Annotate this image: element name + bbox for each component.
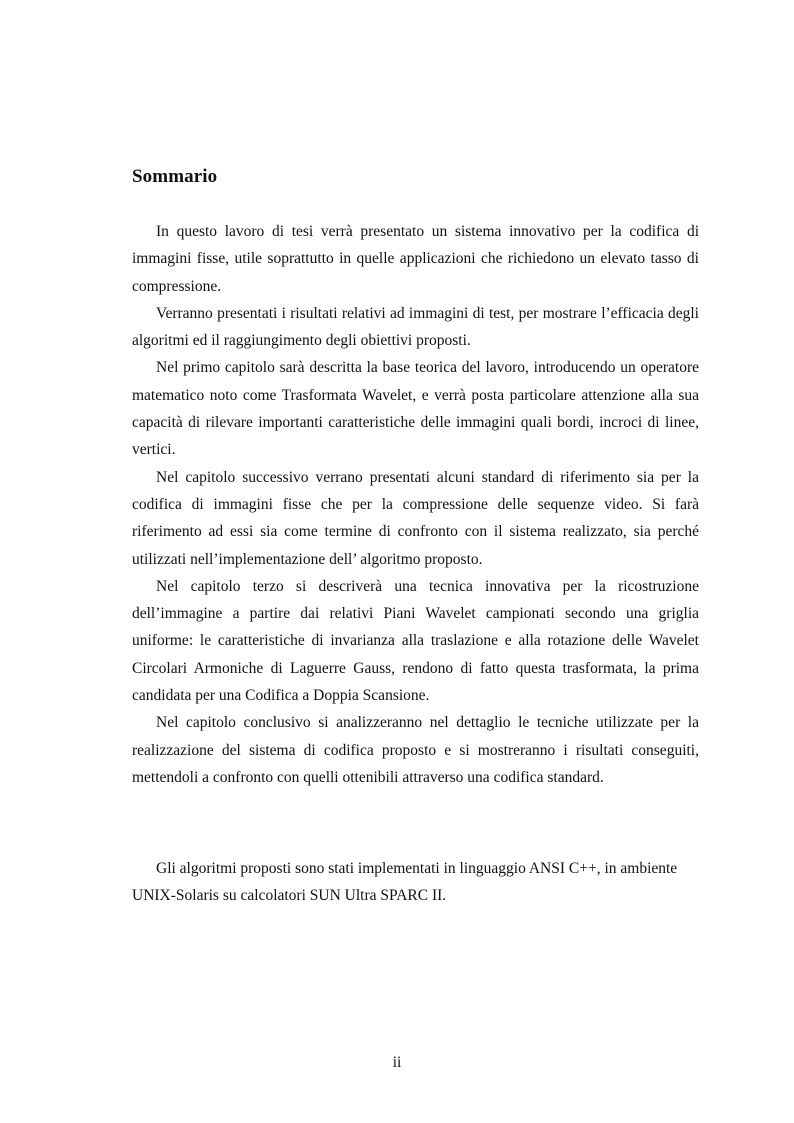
paragraph-results: Verranno presentati i risultati relativi ad immagini di test, per mostrare l’efficacia degli algoritmi ed il raggiungimento degli obiettivi proposti. bbox=[132, 304, 699, 350]
page-number: ii bbox=[392, 1054, 402, 1071]
paragraph-chapter-three: Nel capitolo terzo si descriverà una tecnica innovativa per la ricostruzione dell’immagine a partire dai relativi Piani Wavelet campionati secondo una griglia uniforme: le caratteristiche di invarianza alla traslazione e alla rotazione delle Wavelet Circolari Armoniche di Laguerre Gauss, rendono di fatto questa trasformata, la prima candidata per una Codifica a Doppia Scansione. bbox=[132, 577, 699, 705]
paragraph-intro: In questo lavoro di tesi verrà presentato un sistema innovativo per la codifica di immagini fisse, utile soprattutto in quelle applicazioni che richiedono un elevato tasso di compressione. bbox=[132, 223, 699, 295]
paragraph-chapter-one: Nel primo capitolo sarà descritta la base teorica del lavoro, introducendo un operatore matematico noto come Trasformata Wavelet, e verrà posta particolare attenzione alla sua capacità di rilevare importanti caratteristiche delle immagini quali bordi, incroci di linee, vertici. bbox=[132, 359, 699, 459]
paragraph-chapter-two: Nel capitolo successivo verrano presentati alcuni standard di riferimento sia per la codifica di immagini fisse che per la compressione delle sequenze video. Si farà riferimento ad essi sia come termine di confronto con il sistema realizzato, sia perché utilizzati nell’implementazione dell’ algoritmo proposto. bbox=[132, 468, 699, 568]
paragraph-implementation: Gli algoritmi proposti sono stati implementati in linguaggio ANSI C++, in ambiente UNIX-Solaris su calcolatori SUN Ultra SPARC II. bbox=[132, 860, 678, 905]
implementation-note bbox=[132, 855, 699, 910]
abstract-body bbox=[132, 218, 699, 791]
page-title: Sommario bbox=[132, 166, 218, 187]
paragraph-conclusion: Nel capitolo conclusivo si analizzeranno nel dettaglio le tecniche utilizzate per la realizzazione del sistema di codifica proposto e si mostreranno i risultati conseguiti, mettendoli a confronto con quelli ottenibili attraverso una codifica standard. bbox=[132, 714, 699, 786]
